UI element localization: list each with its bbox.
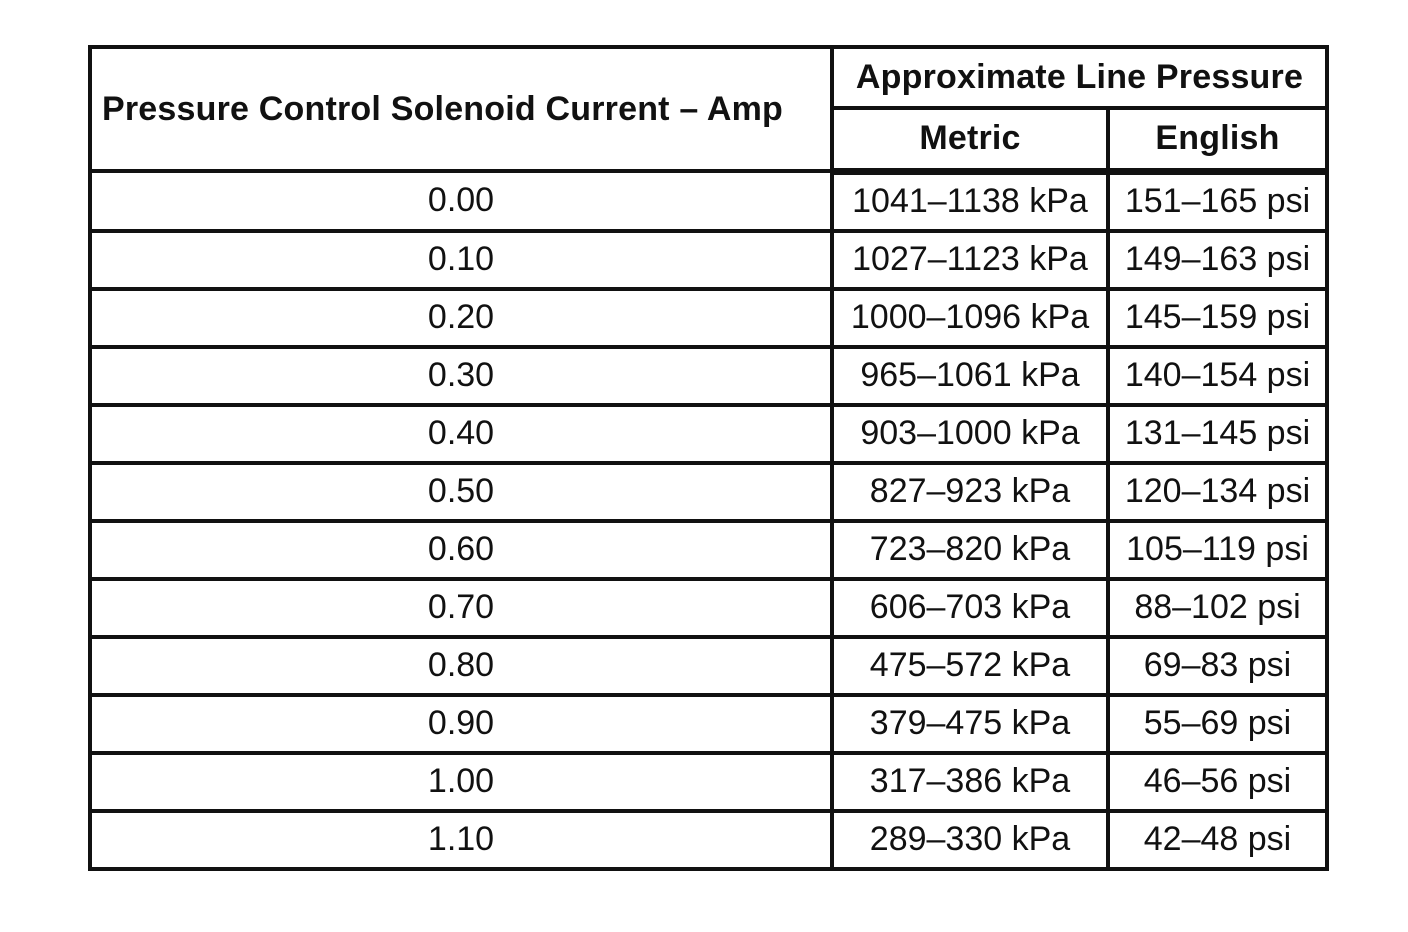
cell-metric: 723–820 kPa <box>832 521 1108 579</box>
cell-metric: 606–703 kPa <box>832 579 1108 637</box>
cell-metric: 903–1000 kPa <box>832 405 1108 463</box>
table-row <box>90 579 1327 637</box>
table-row <box>90 463 1327 521</box>
cell-current: 0.70 <box>90 579 832 637</box>
table-row <box>90 753 1327 811</box>
table-body <box>90 171 1327 869</box>
header-row-top <box>90 47 1327 108</box>
cell-metric: 1000–1096 kPa <box>832 289 1108 347</box>
cell-current: 0.40 <box>90 405 832 463</box>
cell-metric: 1041–1138 kPa <box>832 171 1108 231</box>
table-row <box>90 289 1327 347</box>
cell-current: 0.50 <box>90 463 832 521</box>
cell-current: 0.00 <box>90 171 832 231</box>
cell-english: 145–159 psi <box>1108 289 1327 347</box>
cell-metric: 475–572 kPa <box>832 637 1108 695</box>
table-row <box>90 405 1327 463</box>
table-row <box>90 521 1327 579</box>
cell-metric: 1027–1123 kPa <box>832 231 1108 289</box>
cell-current: 0.20 <box>90 289 832 347</box>
cell-current: 0.30 <box>90 347 832 405</box>
cell-english: 131–145 psi <box>1108 405 1327 463</box>
cell-english: 42–48 psi <box>1108 811 1327 869</box>
cell-english: 46–56 psi <box>1108 753 1327 811</box>
pressure-table <box>88 45 1329 871</box>
pressure-table-container <box>88 45 1325 871</box>
cell-current: 1.10 <box>90 811 832 869</box>
cell-english: 55–69 psi <box>1108 695 1327 753</box>
table-row <box>90 811 1327 869</box>
cell-english: 88–102 psi <box>1108 579 1327 637</box>
header-metric: Metric <box>832 108 1108 171</box>
cell-metric: 289–330 kPa <box>832 811 1108 869</box>
cell-english: 151–165 psi <box>1108 171 1327 231</box>
header-current: Pressure Control Solenoid Current – Amp <box>90 47 832 171</box>
cell-metric: 965–1061 kPa <box>832 347 1108 405</box>
table-row <box>90 695 1327 753</box>
cell-current: 1.00 <box>90 753 832 811</box>
cell-english: 140–154 psi <box>1108 347 1327 405</box>
header-line-pressure: Approximate Line Pressure <box>832 47 1327 108</box>
table-row <box>90 347 1327 405</box>
cell-metric: 379–475 kPa <box>832 695 1108 753</box>
table-header <box>90 47 1327 171</box>
cell-current: 0.60 <box>90 521 832 579</box>
table-row <box>90 637 1327 695</box>
cell-metric: 827–923 kPa <box>832 463 1108 521</box>
cell-current: 0.80 <box>90 637 832 695</box>
table-row <box>90 231 1327 289</box>
cell-english: 69–83 psi <box>1108 637 1327 695</box>
header-english: English <box>1108 108 1327 171</box>
cell-english: 105–119 psi <box>1108 521 1327 579</box>
table-row <box>90 171 1327 231</box>
cell-metric: 317–386 kPa <box>832 753 1108 811</box>
cell-english: 149–163 psi <box>1108 231 1327 289</box>
cell-current: 0.10 <box>90 231 832 289</box>
cell-current: 0.90 <box>90 695 832 753</box>
cell-english: 120–134 psi <box>1108 463 1327 521</box>
